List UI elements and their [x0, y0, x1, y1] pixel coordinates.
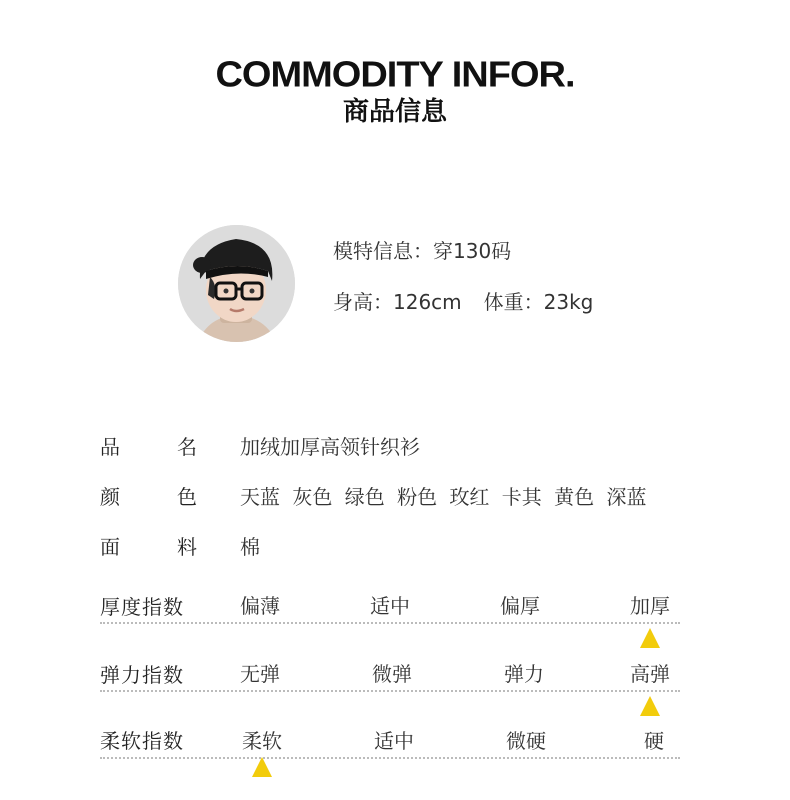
model-weight: 体重：23kg — [483, 290, 594, 314]
color-option: 深蓝 — [606, 485, 647, 509]
scale-option: 适中 — [374, 729, 414, 753]
scale-option: 弹力 — [504, 662, 544, 686]
selected-marker-icon — [640, 696, 660, 716]
color-option: 天蓝 — [240, 485, 280, 509]
color-option: 玫红 — [449, 485, 490, 509]
spec-value-fabric: 棉 — [240, 535, 260, 559]
scale-option: 柔软 — [242, 729, 282, 753]
model-photo-illustration — [178, 225, 295, 342]
thickness-scale — [240, 592, 680, 624]
model-size-info: 模特信息：穿130码 — [333, 239, 512, 263]
scale-option: 硬 — [644, 729, 664, 753]
spec-label-char: 名 — [177, 435, 197, 459]
index-label-thickness: 厚度指数 — [100, 595, 184, 619]
elasticity-scale — [240, 660, 680, 692]
color-option: 粉色 — [397, 485, 438, 509]
spec-label-color — [100, 483, 197, 511]
spec-label-char: 颜 — [100, 485, 120, 509]
model-measurements — [333, 288, 593, 316]
color-option: 绿色 — [344, 485, 385, 509]
softness-scale — [240, 727, 680, 759]
spec-value-colors — [240, 483, 653, 511]
spec-label-char: 料 — [177, 535, 197, 559]
spec-label-fabric — [100, 533, 197, 561]
scale-option: 微硬 — [506, 729, 546, 753]
scale-option: 加厚 — [630, 594, 670, 618]
scale-option: 偏厚 — [500, 594, 540, 618]
color-option: 黄色 — [554, 485, 595, 509]
spec-value-name: 加绒加厚高领针织衫 — [240, 435, 420, 459]
spec-label-char: 色 — [177, 485, 197, 509]
scale-option: 适中 — [370, 594, 410, 618]
spec-label-char: 品 — [100, 435, 120, 459]
scale-option: 高弹 — [630, 662, 670, 686]
scale-option: 无弹 — [240, 662, 280, 686]
color-option: 灰色 — [292, 485, 333, 509]
color-option: 卡其 — [501, 485, 542, 509]
model-avatar — [178, 225, 295, 342]
selected-marker-icon — [252, 757, 272, 777]
spec-label-char: 面 — [100, 535, 120, 559]
dotted-divider — [100, 622, 680, 624]
dotted-divider — [100, 757, 680, 759]
title-english: COMMODITY INFOR. — [215, 55, 575, 95]
title-chinese: 商品信息 — [342, 97, 447, 127]
dotted-divider — [100, 690, 680, 692]
index-label-softness: 柔软指数 — [100, 729, 184, 753]
spec-label-name — [100, 433, 197, 461]
index-label-elasticity: 弹力指数 — [100, 663, 184, 687]
selected-marker-icon — [640, 628, 660, 648]
scale-option: 偏薄 — [240, 594, 280, 618]
scale-option: 微弹 — [372, 662, 412, 686]
model-height: 身高：126cm — [333, 290, 462, 314]
